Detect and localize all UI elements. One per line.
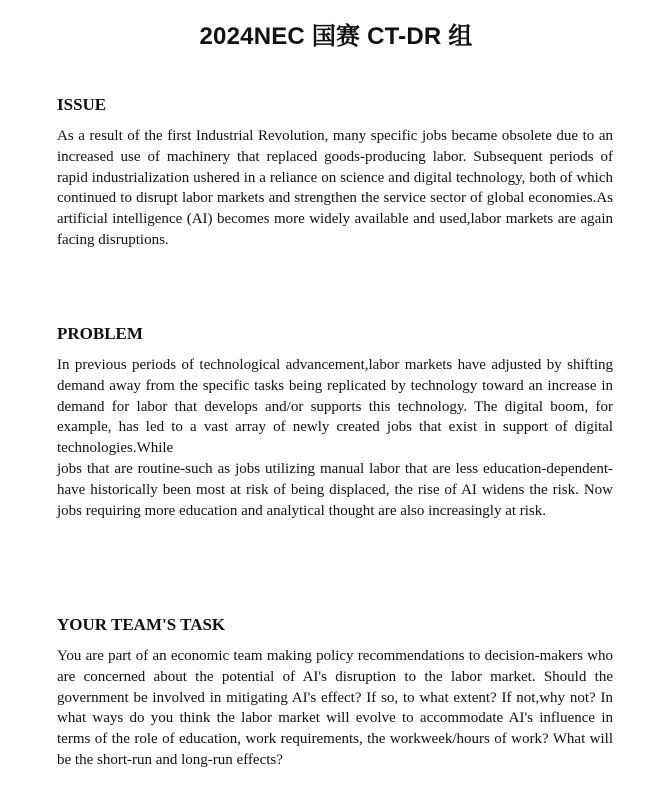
issue-paragraph: As a result of the first Industrial Revolution, many specific jobs became obsolete due to an increased use of machinery that replaced goods-producing labor. Subsequent periods of rapid industrialization ushered in a reliance on science and digital technology, both of which continued to disrupt labor markets and strengthen the service sector of global economies.As artificial intelligence (AI) becomes more widely available and used,labor markets are again facing disruptions. xyxy=(57,128,613,248)
task-section xyxy=(57,614,613,771)
problem-section xyxy=(57,323,613,521)
task-paragraph: You are part of an economic team making policy recommendations to decision-makers who are concerned about the potential of AI's disruption to the labor market. Should the government be involved in mitigating AI's effect? If so, to what extent? If not,why not? In what ways do you think the labor market will evolve to accommodate AI's influence in terms of the role of education, work requirements, the workweek/hours of work? What will be the short-run and long-run effects? xyxy=(57,648,613,768)
issue-heading: ISSUE xyxy=(57,95,107,114)
problem-paragraph-1: In previous periods of technological advancement,labor markets have adjusted by shifting demand away from the specific tasks being replicated by technology toward an increase in demand for labor that develops and/or supports this technology. The digital boom, for example, has led to a vast array of newly created jobs that exist in support of digital technologies.While xyxy=(57,357,613,457)
issue-section xyxy=(57,94,613,251)
document-title: 2024NEC 国赛 CT-DR 组 xyxy=(199,23,473,50)
task-heading: YOUR TEAM'S TASK xyxy=(57,615,226,634)
problem-heading: PROBLEM xyxy=(57,324,143,343)
problem-paragraph-2: jobs that are routine-such as jobs utilizing manual labor that are less education-dependent-have historically been most at risk of being displaced, the rise of AI widens the risk. Now jobs requiring more education and analytical thought are also increasingly at risk. xyxy=(57,460,613,519)
